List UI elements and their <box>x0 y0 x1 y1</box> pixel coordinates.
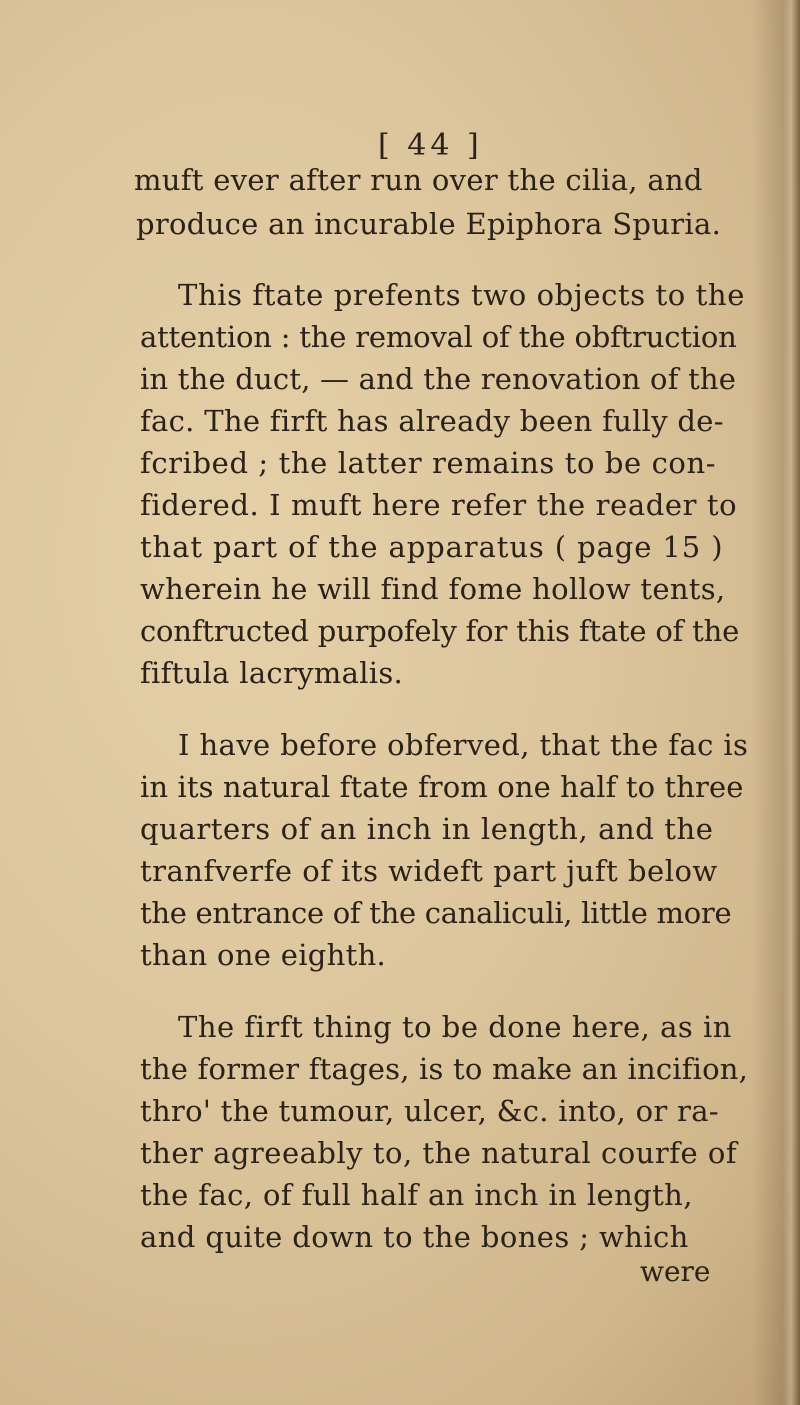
text-line: attention : the removal of the obftruction <box>140 320 737 354</box>
text-line: fidered. I muft here refer the reader to <box>140 488 738 522</box>
text-line: the entrance of the canaliculi, little more <box>140 896 732 930</box>
text-line: that part of the apparatus ( page 15 ) <box>140 530 724 564</box>
text-line: in the duct, — and the renovation of the <box>140 362 737 396</box>
text-line: produce an incurable Epiphora Spuria. <box>136 207 722 241</box>
page-edge <box>782 0 800 1405</box>
text-line: This ftate prefents two objects to the <box>178 278 745 312</box>
text-line: conftructed purpofely for this ftate of the <box>140 614 740 648</box>
text-line: fac. The firft has already been fully de- <box>140 404 724 438</box>
page-number-header: [ 44 ] <box>378 128 483 163</box>
text-line: and quite down to the bones ; which <box>140 1220 689 1254</box>
text-line: fiftula lacrymalis. <box>140 656 404 690</box>
text-line: muft ever after run over the cilia, and <box>134 163 703 197</box>
text-line: The firft thing to be done here, as in <box>178 1010 732 1044</box>
text-line: quarters of an inch in length, and the <box>140 812 714 846</box>
text-line: I have before obferved, that the fac is <box>178 728 749 762</box>
text-line: the fac, of full half an inch in length, <box>140 1178 693 1212</box>
text-line: fcribed ; the latter remains to be con- <box>140 446 717 480</box>
text-line: tranfverfe of its wideft part juft below <box>140 854 718 888</box>
text-line: wherein he will find fome hollow tents, <box>140 572 726 606</box>
text-line: than one eighth. <box>140 938 387 972</box>
text-line: ther agreeably to, the natural courfe of <box>140 1136 738 1170</box>
text-line: the former ftages, is to make an incifion, <box>140 1052 749 1086</box>
catchword: were <box>640 1255 711 1288</box>
text-line: in its natural ftate from one half to three <box>140 770 744 804</box>
text-line: thro' the tumour, ulcer, &c. into, or ra- <box>140 1094 719 1128</box>
